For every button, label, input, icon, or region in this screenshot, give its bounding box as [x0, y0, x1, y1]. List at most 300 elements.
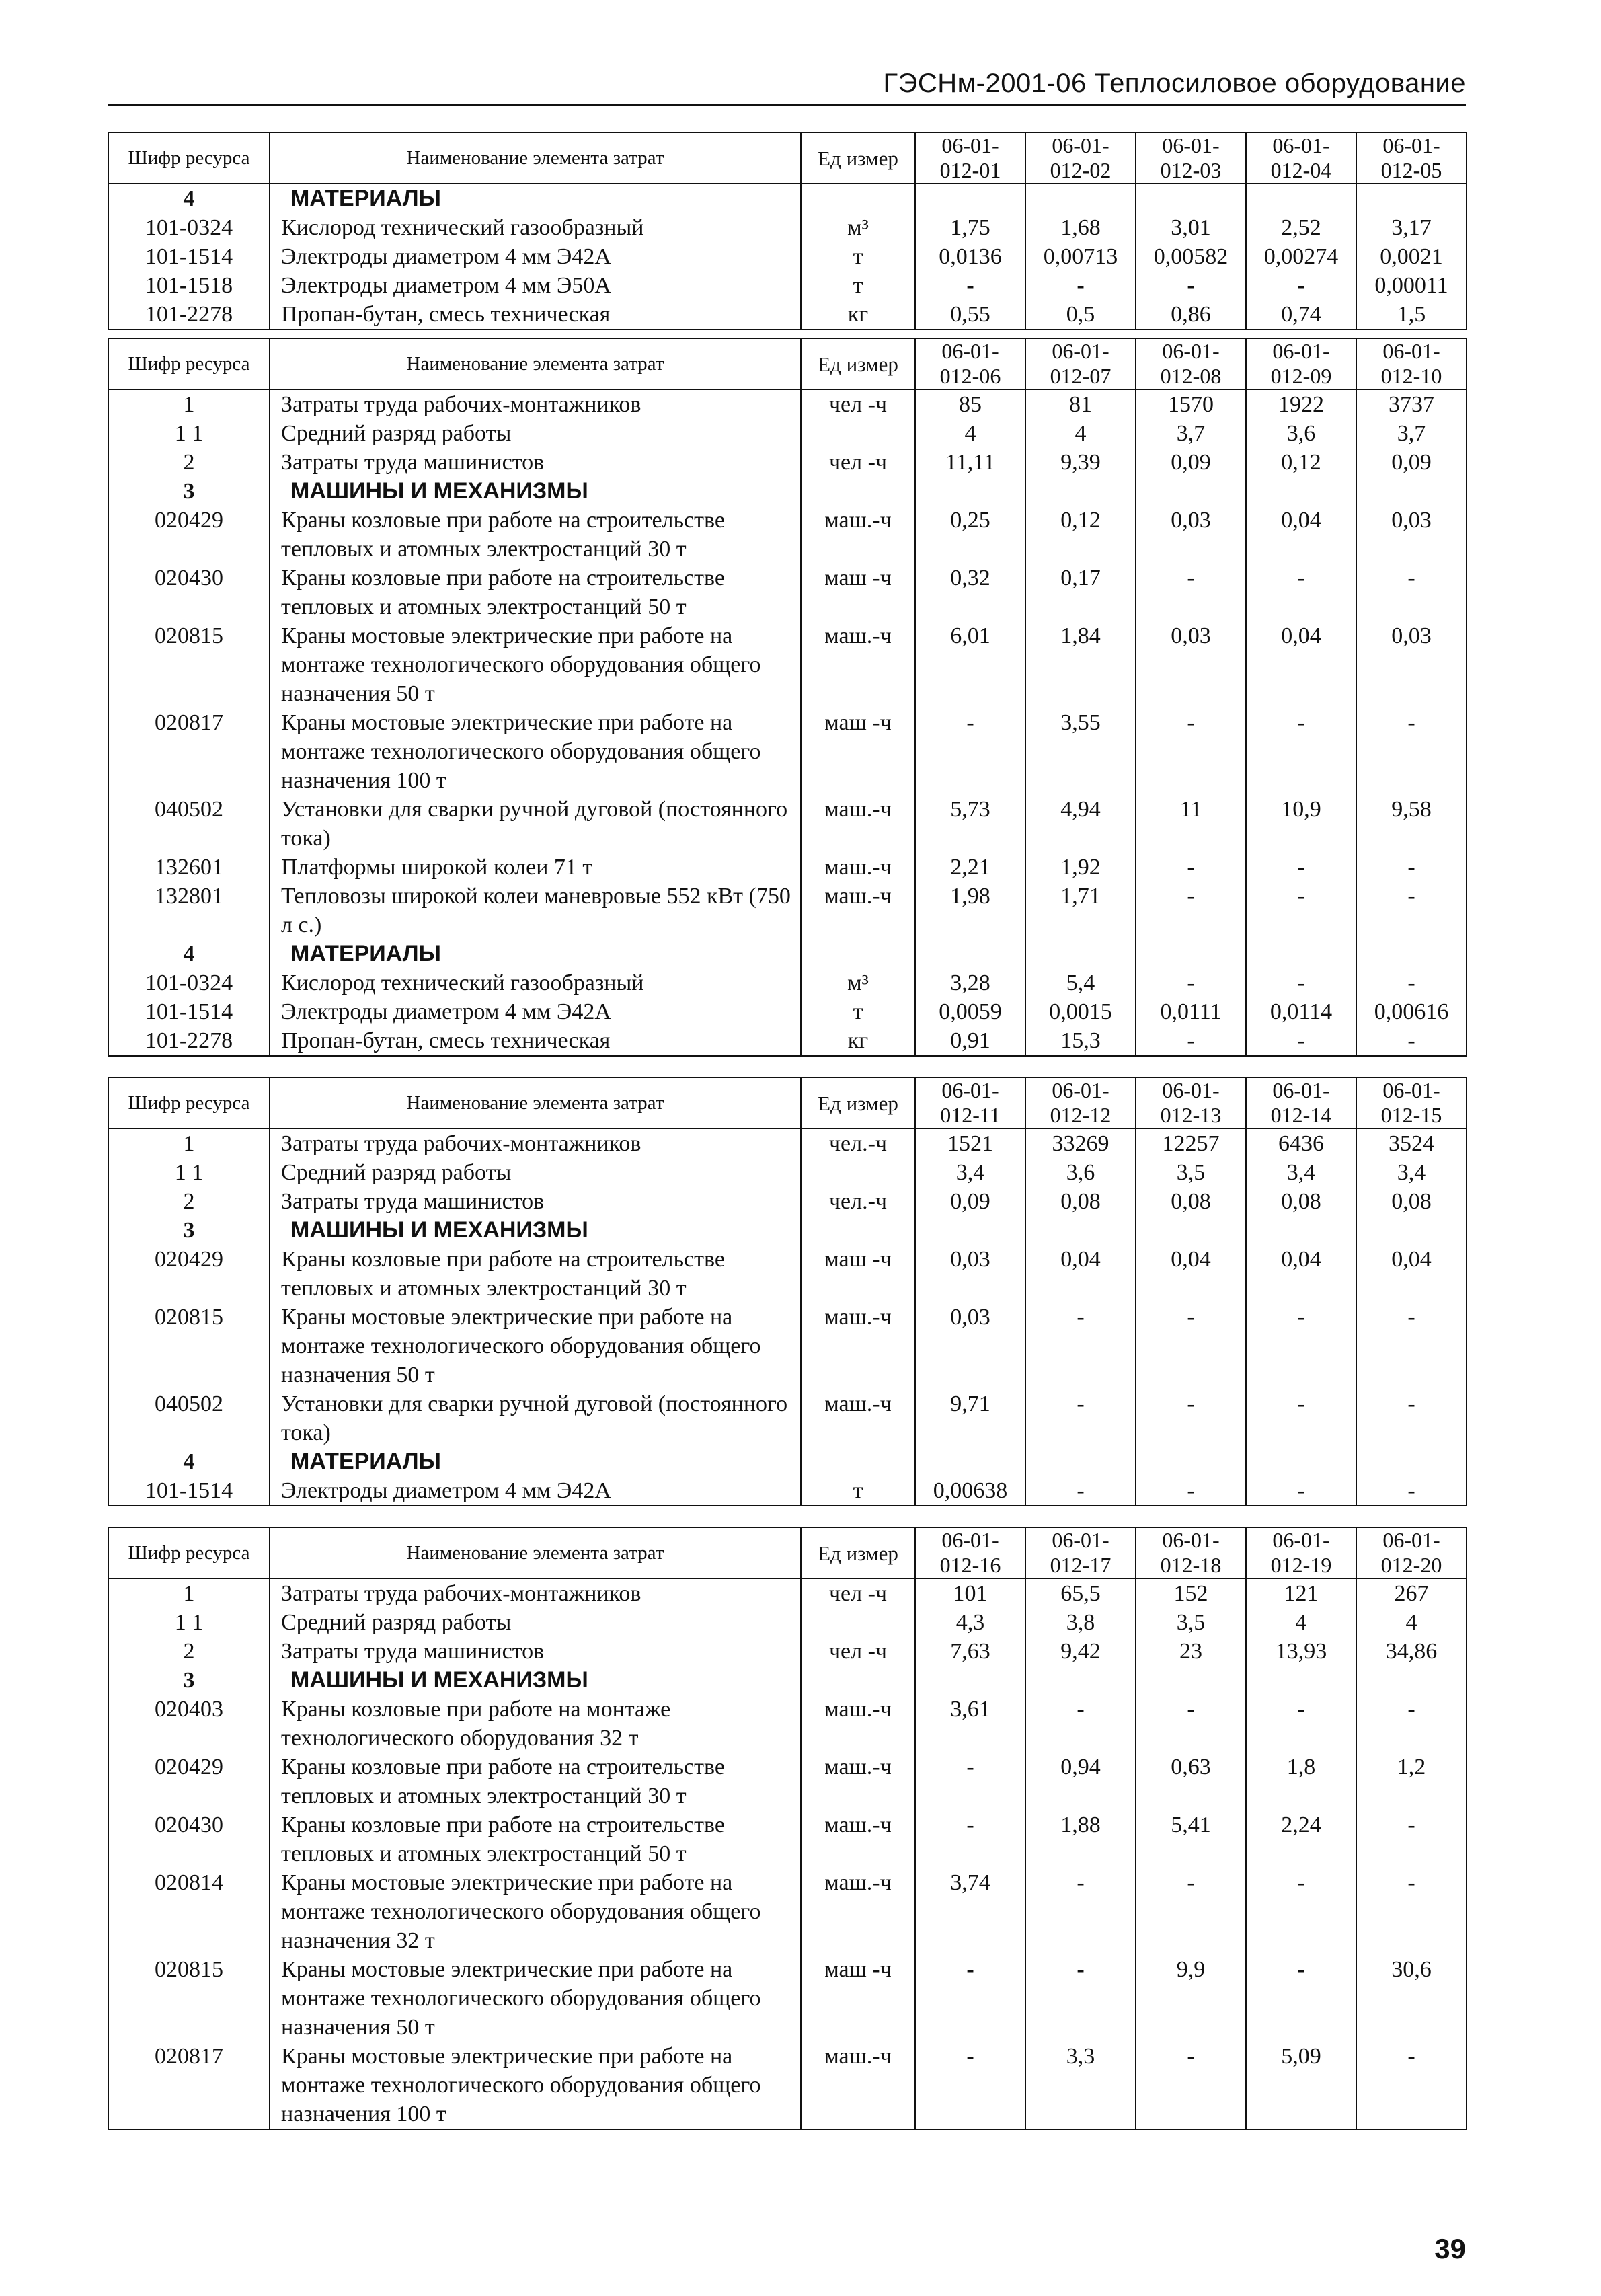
value-cell: 0,03: [1136, 506, 1246, 564]
table-row: [108, 1608, 1467, 1637]
table-row: [108, 242, 1467, 271]
value-cell: 0,03: [1356, 621, 1467, 708]
resource-name: Краны мостовые электрические при работе на монтаже технологического оборудования общего назначения 50 т: [270, 1955, 801, 2042]
value-cell: 121: [1246, 1578, 1356, 1608]
value-cell: 0,00011: [1356, 271, 1467, 300]
value-cell: -: [915, 708, 1025, 795]
value-cell: -: [1356, 564, 1467, 621]
value-cell: 3,6: [1246, 419, 1356, 448]
value-cell: 0,86: [1136, 300, 1246, 330]
table-row: [108, 1026, 1467, 1056]
header-rule: [108, 104, 1466, 106]
resource-name: Краны мостовые электрические при работе на монтаже технологического оборудования общего назначения 32 т: [270, 1868, 801, 1955]
section-title: МАШИНЫ И МЕХАНИЗМЫ: [270, 477, 801, 506]
resource-code: 101-1518: [108, 271, 270, 300]
value-cell: -: [915, 271, 1025, 300]
value-cell: -: [1356, 1810, 1467, 1868]
unit-cell: чел -ч: [801, 389, 915, 419]
value-cell: 4: [1356, 1608, 1467, 1637]
header-column-code: 06-01- 012-01: [915, 132, 1025, 184]
value-cell: -: [1356, 1868, 1467, 1955]
value-cell: 3,55: [1025, 708, 1136, 795]
value-cell: 0,0015: [1025, 997, 1136, 1026]
resource-code: 101-2278: [108, 1026, 270, 1056]
value-cell: 5,73: [915, 795, 1025, 853]
resource-name: Платформы широкой колеи 71 т: [270, 853, 801, 882]
resource-name: Краны козловые при работе на строительстве тепловых и атомных электростанций 30 т: [270, 1753, 801, 1810]
header-name: Наименование элемента затрат: [270, 1077, 801, 1128]
value-cell: 1,88: [1025, 1810, 1136, 1868]
table-row: [108, 564, 1467, 621]
value-cell: -: [1246, 708, 1356, 795]
section-title: МАШИНЫ И МЕХАНИЗМЫ: [270, 1216, 801, 1245]
resource-code: 101-0324: [108, 213, 270, 242]
resource-code: 1 1: [108, 1608, 270, 1637]
unit-cell: маш.-ч: [801, 853, 915, 882]
value-cell: -: [1136, 2042, 1246, 2129]
value-cell: -: [1246, 1303, 1356, 1389]
resource-code: 020430: [108, 564, 270, 621]
value-cell: 0,08: [1356, 1187, 1467, 1216]
value-cell: -: [1246, 1026, 1356, 1056]
value-cell: -: [915, 1753, 1025, 1810]
value-cell: -: [1136, 968, 1246, 997]
value-cell: 85: [915, 389, 1025, 419]
unit-cell: маш.-ч: [801, 1303, 915, 1389]
resource-name: Затраты труда рабочих-монтажников: [270, 389, 801, 419]
resource-code: 2: [108, 1187, 270, 1216]
value-cell: [1356, 184, 1467, 213]
value-cell: -: [915, 1955, 1025, 2042]
table-row: [108, 1389, 1467, 1447]
header-column-code: 06-01- 012-16: [915, 1527, 1025, 1578]
value-cell: 3,4: [1356, 1158, 1467, 1187]
header-code: Шифр ресурса: [108, 1527, 270, 1578]
header-name: Наименование элемента затрат: [270, 1527, 801, 1578]
value-cell: 0,04: [1246, 621, 1356, 708]
value-cell: -: [1025, 1695, 1136, 1753]
value-cell: 0,00638: [915, 1476, 1025, 1506]
value-cell: 3,01: [1136, 213, 1246, 242]
running-header: ГЭСНм-2001-06 Теплосиловое оборудование: [883, 69, 1466, 98]
value-cell: 3,4: [1246, 1158, 1356, 1187]
value-cell: 0,04: [1356, 1245, 1467, 1303]
unit-cell: [801, 1216, 915, 1245]
header-code: Шифр ресурса: [108, 132, 270, 184]
section-row: [108, 184, 1467, 213]
resource-table: [108, 1077, 1467, 1506]
value-cell: 3,5: [1136, 1608, 1246, 1637]
value-cell: 0,04: [1246, 506, 1356, 564]
header-code: Шифр ресурса: [108, 338, 270, 389]
header-column-code: 06-01- 012-13: [1136, 1077, 1246, 1128]
table-row: [108, 389, 1467, 419]
table-row: [108, 1695, 1467, 1753]
table-row: [108, 1868, 1467, 1955]
resource-name: Затраты труда машинистов: [270, 1187, 801, 1216]
header-column-code: 06-01- 012-20: [1356, 1527, 1467, 1578]
value-cell: [1025, 477, 1136, 506]
resource-name: Краны козловые при работе на строительстве тепловых и атомных электростанций 50 т: [270, 1810, 801, 1868]
resource-name: Краны мостовые электрические при работе на монтаже технологического оборудования общего назначения 50 т: [270, 621, 801, 708]
value-cell: 0,12: [1246, 448, 1356, 477]
value-cell: 1521: [915, 1128, 1025, 1158]
value-cell: 0,03: [915, 1245, 1025, 1303]
resource-code: 020817: [108, 708, 270, 795]
resource-code: 020815: [108, 621, 270, 708]
value-cell: -: [1356, 1695, 1467, 1753]
value-cell: 81: [1025, 389, 1136, 419]
value-cell: -: [1356, 882, 1467, 940]
value-cell: [1246, 184, 1356, 213]
value-cell: 6,01: [915, 621, 1025, 708]
value-cell: -: [1356, 2042, 1467, 2129]
value-cell: [915, 184, 1025, 213]
value-cell: 0,91: [915, 1026, 1025, 1056]
value-cell: 4: [1246, 1608, 1356, 1637]
value-cell: -: [1136, 882, 1246, 940]
table-row: [108, 1637, 1467, 1666]
value-cell: -: [1246, 564, 1356, 621]
value-cell: -: [1356, 1303, 1467, 1389]
resource-code: 020815: [108, 1303, 270, 1389]
value-cell: 0,08: [1136, 1187, 1246, 1216]
value-cell: 0,09: [1356, 448, 1467, 477]
value-cell: -: [1246, 1955, 1356, 2042]
unit-cell: кг: [801, 1026, 915, 1056]
value-cell: 267: [1356, 1578, 1467, 1608]
value-cell: [1136, 477, 1246, 506]
value-cell: 0,5: [1025, 300, 1136, 330]
value-cell: 65,5: [1025, 1578, 1136, 1608]
header-column-code: 06-01- 012-04: [1246, 132, 1356, 184]
unit-cell: т: [801, 242, 915, 271]
value-cell: 4: [915, 419, 1025, 448]
table-row: [108, 271, 1467, 300]
unit-cell: маш.-ч: [801, 1389, 915, 1447]
value-cell: [1246, 477, 1356, 506]
value-cell: -: [1025, 1955, 1136, 2042]
table-row: [108, 621, 1467, 708]
table-row: [108, 1245, 1467, 1303]
section-row: [108, 477, 1467, 506]
value-cell: 0,25: [915, 506, 1025, 564]
section-row: [108, 940, 1467, 968]
value-cell: [1025, 1666, 1136, 1695]
value-cell: 0,94: [1025, 1753, 1136, 1810]
resource-table: [108, 132, 1467, 330]
value-cell: -: [1136, 1389, 1246, 1447]
header-column-code: 06-01- 012-10: [1356, 338, 1467, 389]
value-cell: -: [1246, 853, 1356, 882]
resource-code: 132601: [108, 853, 270, 882]
value-cell: 34,86: [1356, 1637, 1467, 1666]
table-row: [108, 1303, 1467, 1389]
table-header-row: [108, 1527, 1467, 1578]
value-cell: 152: [1136, 1578, 1246, 1608]
section-row: [108, 1666, 1467, 1695]
resource-name: Краны козловые при работе на строительстве тепловых и атомных электростанций 30 т: [270, 506, 801, 564]
resource-code: 4: [108, 1447, 270, 1476]
value-cell: 3,6: [1025, 1158, 1136, 1187]
unit-cell: м³: [801, 213, 915, 242]
unit-cell: чел.-ч: [801, 1187, 915, 1216]
value-cell: 6436: [1246, 1128, 1356, 1158]
value-cell: 1,75: [915, 213, 1025, 242]
value-cell: 11: [1136, 795, 1246, 853]
section-row: [108, 1216, 1467, 1245]
value-cell: 0,0111: [1136, 997, 1246, 1026]
table-row: [108, 853, 1467, 882]
value-cell: [1246, 940, 1356, 968]
unit-cell: маш -ч: [801, 1245, 915, 1303]
value-cell: -: [1356, 1026, 1467, 1056]
value-cell: 0,12: [1025, 506, 1136, 564]
value-cell: -: [1136, 564, 1246, 621]
header-column-code: 06-01- 012-17: [1025, 1527, 1136, 1578]
unit-cell: маш.-ч: [801, 621, 915, 708]
value-cell: [915, 1666, 1025, 1695]
value-cell: 1,5: [1356, 300, 1467, 330]
resource-code: 101-1514: [108, 1476, 270, 1506]
value-cell: [915, 1216, 1025, 1245]
value-cell: 0,0059: [915, 997, 1025, 1026]
table-row: [108, 1476, 1467, 1506]
header-column-code: 06-01- 012-05: [1356, 132, 1467, 184]
value-cell: 3524: [1356, 1128, 1467, 1158]
value-cell: -: [1136, 708, 1246, 795]
unit-cell: маш.-ч: [801, 1695, 915, 1753]
value-cell: 0,04: [1246, 1245, 1356, 1303]
resource-code: 1: [108, 389, 270, 419]
value-cell: -: [1136, 1695, 1246, 1753]
value-cell: 3,7: [1356, 419, 1467, 448]
value-cell: 3,74: [915, 1868, 1025, 1955]
unit-cell: чел -ч: [801, 448, 915, 477]
value-cell: 0,74: [1246, 300, 1356, 330]
resource-code: 2: [108, 1637, 270, 1666]
resource-code: 101-1514: [108, 242, 270, 271]
value-cell: 1922: [1246, 389, 1356, 419]
header-code: Шифр ресурса: [108, 1077, 270, 1128]
unit-cell: м³: [801, 968, 915, 997]
resource-code: 101-0324: [108, 968, 270, 997]
table-row: [108, 997, 1467, 1026]
resource-code: 1: [108, 1578, 270, 1608]
resource-code: 020817: [108, 2042, 270, 2129]
section-title: МАШИНЫ И МЕХАНИЗМЫ: [270, 1666, 801, 1695]
value-cell: 11,11: [915, 448, 1025, 477]
table-row: [108, 795, 1467, 853]
value-cell: 2,52: [1246, 213, 1356, 242]
unit-cell: маш.-ч: [801, 1810, 915, 1868]
value-cell: 1,2: [1356, 1753, 1467, 1810]
value-cell: [1356, 940, 1467, 968]
header-column-code: 06-01- 012-07: [1025, 338, 1136, 389]
value-cell: [915, 1447, 1025, 1476]
value-cell: -: [1025, 1389, 1136, 1447]
value-cell: [1136, 940, 1246, 968]
header-unit: Ед измер: [801, 1527, 915, 1578]
value-cell: -: [1025, 271, 1136, 300]
resource-code: 020429: [108, 506, 270, 564]
value-cell: 1570: [1136, 389, 1246, 419]
table-row: [108, 2042, 1467, 2129]
value-cell: -: [1136, 1026, 1246, 1056]
header-name: Наименование элемента затрат: [270, 132, 801, 184]
value-cell: [1136, 1666, 1246, 1695]
resource-name: Затраты труда рабочих-монтажников: [270, 1578, 801, 1608]
unit-cell: маш.-ч: [801, 795, 915, 853]
table-header-row: [108, 132, 1467, 184]
value-cell: 0,09: [915, 1187, 1025, 1216]
header-unit: Ед измер: [801, 338, 915, 389]
resource-code: 132801: [108, 882, 270, 940]
value-cell: 0,63: [1136, 1753, 1246, 1810]
table-row: [108, 1578, 1467, 1608]
value-cell: 0,0114: [1246, 997, 1356, 1026]
resource-code: 4: [108, 184, 270, 213]
value-cell: -: [1136, 1868, 1246, 1955]
value-cell: 101: [915, 1578, 1025, 1608]
value-cell: [1025, 940, 1136, 968]
value-cell: [1025, 184, 1136, 213]
resource-code: 020429: [108, 1245, 270, 1303]
value-cell: 1,71: [1025, 882, 1136, 940]
header-column-code: 06-01- 012-09: [1246, 338, 1356, 389]
value-cell: 3,7: [1136, 419, 1246, 448]
resource-code: 020430: [108, 1810, 270, 1868]
header-column-code: 06-01- 012-14: [1246, 1077, 1356, 1128]
value-cell: 0,03: [1356, 506, 1467, 564]
header-column-code: 06-01- 012-12: [1025, 1077, 1136, 1128]
resource-name: Установки для сварки ручной дуговой (постоянного тока): [270, 795, 801, 853]
resource-name: Средний разряд работы: [270, 1158, 801, 1187]
value-cell: 0,0136: [915, 242, 1025, 271]
value-cell: 0,00616: [1356, 997, 1467, 1026]
value-cell: 2,21: [915, 853, 1025, 882]
unit-cell: маш.-ч: [801, 1868, 915, 1955]
value-cell: 33269: [1025, 1128, 1136, 1158]
section-title: МАТЕРИАЛЫ: [270, 940, 801, 968]
unit-cell: т: [801, 1476, 915, 1506]
value-cell: 9,39: [1025, 448, 1136, 477]
resource-code: 4: [108, 940, 270, 968]
table-header-row: [108, 1077, 1467, 1128]
resource-name: Тепловозы широкой колеи маневровые 552 кВт (750 л с.): [270, 882, 801, 940]
value-cell: 4,94: [1025, 795, 1136, 853]
table-row: [108, 506, 1467, 564]
table-header-row: [108, 338, 1467, 389]
table-row: [108, 708, 1467, 795]
value-cell: 3,17: [1356, 213, 1467, 242]
value-cell: 4: [1025, 419, 1136, 448]
resource-code: 040502: [108, 795, 270, 853]
resource-code: 020814: [108, 1868, 270, 1955]
value-cell: 4,3: [915, 1608, 1025, 1637]
section-title: МАТЕРИАЛЫ: [270, 1447, 801, 1476]
value-cell: 0,04: [1136, 1245, 1246, 1303]
unit-cell: [801, 1158, 915, 1187]
table-row: [108, 1128, 1467, 1158]
resource-code: 3: [108, 1666, 270, 1695]
unit-cell: маш.-ч: [801, 2042, 915, 2129]
unit-cell: [801, 419, 915, 448]
header-unit: Ед измер: [801, 1077, 915, 1128]
resource-name: Пропан-бутан, смесь техническая: [270, 300, 801, 330]
value-cell: 0,04: [1025, 1245, 1136, 1303]
value-cell: 0,32: [915, 564, 1025, 621]
value-cell: -: [1356, 853, 1467, 882]
value-cell: 1,92: [1025, 853, 1136, 882]
value-cell: 0,17: [1025, 564, 1136, 621]
value-cell: 0,09: [1136, 448, 1246, 477]
section-title: МАТЕРИАЛЫ: [270, 184, 801, 213]
table-row: [108, 1810, 1467, 1868]
resource-name: Электроды диаметром 4 мм Э42А: [270, 242, 801, 271]
resource-code: 1: [108, 1128, 270, 1158]
resource-code: 3: [108, 477, 270, 506]
unit-cell: маш.-ч: [801, 506, 915, 564]
unit-cell: чел.-ч: [801, 1128, 915, 1158]
resource-name: Пропан-бутан, смесь техническая: [270, 1026, 801, 1056]
table-row: [108, 1955, 1467, 2042]
table-row: [108, 213, 1467, 242]
value-cell: 3,61: [915, 1695, 1025, 1753]
resource-code: 020403: [108, 1695, 270, 1753]
unit-cell: чел -ч: [801, 1578, 915, 1608]
resource-name: Краны козловые при работе на строительстве тепловых и атомных электростанций 30 т: [270, 1245, 801, 1303]
value-cell: 9,58: [1356, 795, 1467, 853]
value-cell: [1025, 1216, 1136, 1245]
value-cell: 0,55: [915, 300, 1025, 330]
header-column-code: 06-01- 012-19: [1246, 1527, 1356, 1578]
resource-name: Электроды диаметром 4 мм Э50А: [270, 271, 801, 300]
value-cell: 5,41: [1136, 1810, 1246, 1868]
unit-cell: маш -ч: [801, 708, 915, 795]
value-cell: -: [1136, 271, 1246, 300]
resource-code: 101-2278: [108, 300, 270, 330]
table-row: [108, 419, 1467, 448]
value-cell: -: [1356, 1476, 1467, 1506]
value-cell: 1,84: [1025, 621, 1136, 708]
value-cell: -: [1025, 1476, 1136, 1506]
value-cell: -: [1356, 1389, 1467, 1447]
resource-code: 020429: [108, 1753, 270, 1810]
value-cell: [1356, 477, 1467, 506]
header-column-code: 06-01- 012-02: [1025, 132, 1136, 184]
value-cell: [1246, 1447, 1356, 1476]
value-cell: -: [1246, 1695, 1356, 1753]
table-row: [108, 1187, 1467, 1216]
header-column-code: 06-01- 012-15: [1356, 1077, 1467, 1128]
value-cell: -: [1246, 882, 1356, 940]
value-cell: -: [1025, 1303, 1136, 1389]
table-row: [108, 300, 1467, 330]
resource-code: 020815: [108, 1955, 270, 2042]
unit-cell: маш.-ч: [801, 882, 915, 940]
header-unit: Ед измер: [801, 132, 915, 184]
value-cell: 9,9: [1136, 1955, 1246, 2042]
resource-name: Краны козловые при работе на монтаже технологического оборудования 32 т: [270, 1695, 801, 1753]
unit-cell: [801, 1666, 915, 1695]
value-cell: [1356, 1447, 1467, 1476]
resource-name: Установки для сварки ручной дуговой (постоянного тока): [270, 1389, 801, 1447]
value-cell: 9,71: [915, 1389, 1025, 1447]
unit-cell: [801, 1608, 915, 1637]
resource-name: Электроды диаметром 4 мм Э42А: [270, 1476, 801, 1506]
unit-cell: чел -ч: [801, 1637, 915, 1666]
